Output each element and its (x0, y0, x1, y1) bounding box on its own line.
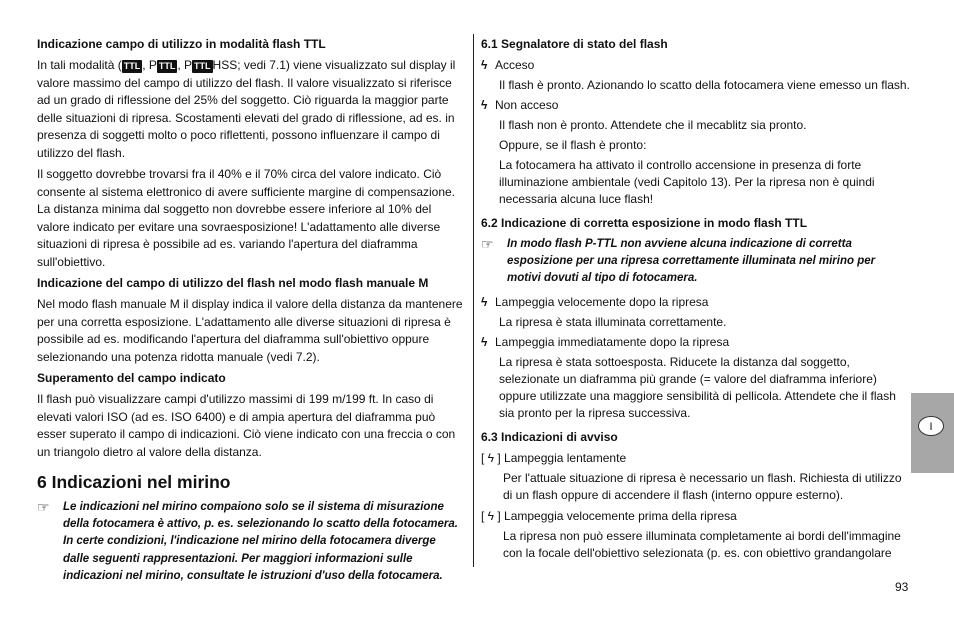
heading-ttl-range: Indicazione campo di utilizzo in modalità flash TTL (37, 37, 326, 51)
indicator-lamp-prima: [ ϟ ] Lampeggia velocemente prima della ripresa (481, 508, 737, 523)
ttl-badge: TTL (158, 61, 176, 71)
note-text: In modo flash P-TTL non avviene alcuna indicazione di corretta esposizione per una ripresa correttamente illuminata nel mirino per motivi dovuti al tipo di fotocamera. (507, 238, 876, 285)
ttl-badge: TTL (194, 61, 211, 71)
right-column (481, 32, 911, 566)
section-heading-6: 6 Indicazioni nel mirino (37, 472, 231, 492)
pointing-hand-icon: ☞ (481, 236, 494, 252)
acceso-description: Il flash è pronto. Azionando lo scatto della fotocamera viene emesso un flash. (499, 78, 910, 92)
indicator-lamp-dopo: ϟ Lampeggia velocemente dopo la ripresa (481, 294, 709, 309)
indicator-lamp-lento: [ ϟ ] Lampeggia lentamente (481, 450, 627, 465)
heading-6-3: 6.3 Indicazioni di avviso (481, 429, 618, 444)
ttl-badge: TTL (123, 61, 141, 71)
flash-bolt-icon: ϟ (481, 334, 488, 349)
indicator-acceso: ϟ Acceso (481, 58, 535, 72)
heading-6-2: 6.2 Indicazione di corretta esposizione in modo flash TTL (481, 216, 808, 230)
non-acceso-description-2: Oppure, se il flash è pronto: (499, 138, 647, 152)
paragraph-manual-range: Nel modo flash manuale M il display indica il valore della distanza da mantenere per una corretta esposizione. L'adattamento alle diverse situazioni di ripresa è possibile ad es. modificando l'apertura del diaframma sull'obiettivo oppure selezionando una potenza ridotta manuale (vedi 7.2). (37, 297, 463, 364)
paragraph-range-exceeded: Il flash può visualizzare campi d'utilizzo massimi di 199 m/199 ft. In caso di elevati valori ISO (ad es. ISO 6400) e di ampia apertura del diaframma può esser superato il campo di indicazioni. Ciò viene indicato con una freccia o con un triangolo dietro al valore della distanza. (37, 392, 456, 459)
non-acceso-description-1: Il flash non è pronto. Attendete che il mecablitz sia pronto. (499, 118, 807, 132)
paragraph-ttl-range: In tali modalità ( TTL , P TTL , P TTL HSS; vedi 7.1) viene visualizzato sul display il valore massimo del campo di utilizzo del flash. Il valore visualizzato si riferisce ad un grado di riflessione del 25% del soggetto. Ciò riguarda la maggior parte delle situazioni di ripresa. Scostamenti elevati del grado di riflessione, ad es. in presenza di soggetti molto o poco riflettenti, possono influenzare il campo di utilizzo del flash. (37, 58, 456, 160)
column-divider (473, 34, 474, 567)
lamp-imm-description: La ripresa è stata sottoesposta. Riducete la distanza dal soggetto, selezionate un diaframma più grande (= valore del diaframma inferiore) oppure utilizzate una maggiore sensibilità di pellicola. Attendete che il flash sia pronto per la ripresa successiva. (499, 354, 896, 420)
non-acceso-description-3: La fotocamera ha attivato il controllo accensione in presenza di forte illuminazione ambientale (vedi Capitolo 13). Per la ripresa non è quindi necessaria alcuna luce flash! (499, 158, 875, 206)
heading-range-exceeded: Superamento del campo indicato (37, 371, 226, 385)
language-tab-label: I (918, 416, 944, 436)
note-p-ttl (481, 236, 911, 288)
note-text: Le indicazioni nel mirino compaiono solo se il sistema di misurazione della fotocamera è attivo, p. es. selezionando lo scatto della fotocamera. In certe condizioni, l'indicazione nel mirino della fotocamera diverge dalle seguenti rappresentazioni. Per maggiori informazioni sulle indicazioni nel mirino, consultate le istruzioni d'uso della fotocamera. (63, 501, 458, 582)
lamp-lento-description: Per l'attuale situazione di ripresa è necessario un flash. Richiesta di utilizzo di un flash oppure di accendere il flash (interno oppure esterno). (503, 470, 902, 502)
pointing-hand-icon: ☞ (37, 499, 50, 515)
bracketed-flash-bolt-icon: [ ϟ ] (481, 450, 505, 465)
note-viewfinder (37, 499, 465, 585)
heading-6-1: 6.1 Segnalatore di stato del flash (481, 37, 668, 51)
bracketed-flash-bolt-icon: [ ϟ ] (481, 508, 505, 523)
indicator-non-acceso: ϟ Non acceso (481, 98, 559, 112)
heading-manual-range: Indicazione del campo di utilizzo del flash nel modo flash manuale M (37, 276, 429, 290)
lamp-dopo-description: La ripresa è stata illuminata correttamente. (499, 314, 727, 329)
page-number: 93 (895, 580, 909, 594)
lamp-prima-description: La ripresa non può essere illuminata completamente ai bordi dell'immagine con la focale dell'obiettivo selezionata (p. es. con obiettivo grandangolare (503, 528, 901, 560)
flash-bolt-icon: ϟ (481, 98, 488, 112)
left-column (37, 32, 465, 591)
flash-bolt-icon: ϟ (481, 58, 488, 72)
indicator-lamp-imm: ϟ Lampeggia immediatamente dopo la ripresa (481, 334, 730, 349)
paragraph-subject-distance: Il soggetto dovrebbe trovarsi fra il 40% e il 70% circa del valore indicato. Ciò consente al sistema elettronico di avere sufficiente margine di compensazione. La distanza minima dal soggetto non dovrebbe essere inferiore al 10% del valore indicato per evitare una sovraesposizione! L'adattamento alle diverse situazioni di ripresa è possibile ad es. variando l'apertura del diaframma sull'obiettivo. (37, 167, 456, 269)
flash-bolt-icon: ϟ (481, 294, 488, 309)
